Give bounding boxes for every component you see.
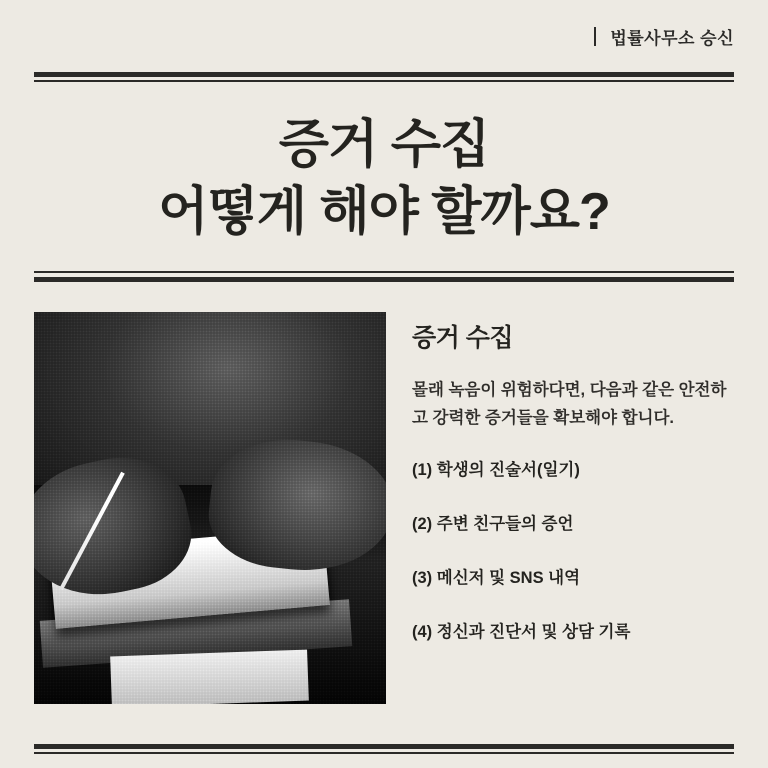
evidence-list — [412, 459, 734, 644]
list-item: (3) 메신저 및 SNS 내역 — [412, 569, 581, 588]
content-area — [34, 282, 734, 744]
brand-row — [34, 0, 734, 72]
footer-rule-thin — [34, 752, 734, 754]
text-column — [412, 312, 734, 744]
list-item: (2) 주변 친구들의 증언 — [412, 514, 574, 533]
footer-rules — [34, 744, 734, 768]
section-paragraph: 몰래 녹음이 위험하다면, 다음과 같은 안전하고 강력한 증거들을 확보해야 합니다. — [412, 381, 727, 428]
list-item: (4) 정신과 진단서 및 상담 기록 — [412, 623, 631, 642]
page-title-line-1: 증거 수집 — [278, 116, 490, 174]
brand-divider-icon — [594, 27, 596, 46]
brand-name: 법률사무소 승신 — [610, 28, 734, 48]
page-title — [34, 82, 734, 271]
section-heading: 증거 수집 — [412, 324, 514, 353]
document-photo — [34, 312, 386, 704]
list-item: (1) 학생의 진술서(일기) — [412, 460, 580, 479]
page-title-line-2: 어떻게 해야 할까요? — [158, 182, 610, 241]
photo-halftone-grain — [34, 312, 386, 704]
